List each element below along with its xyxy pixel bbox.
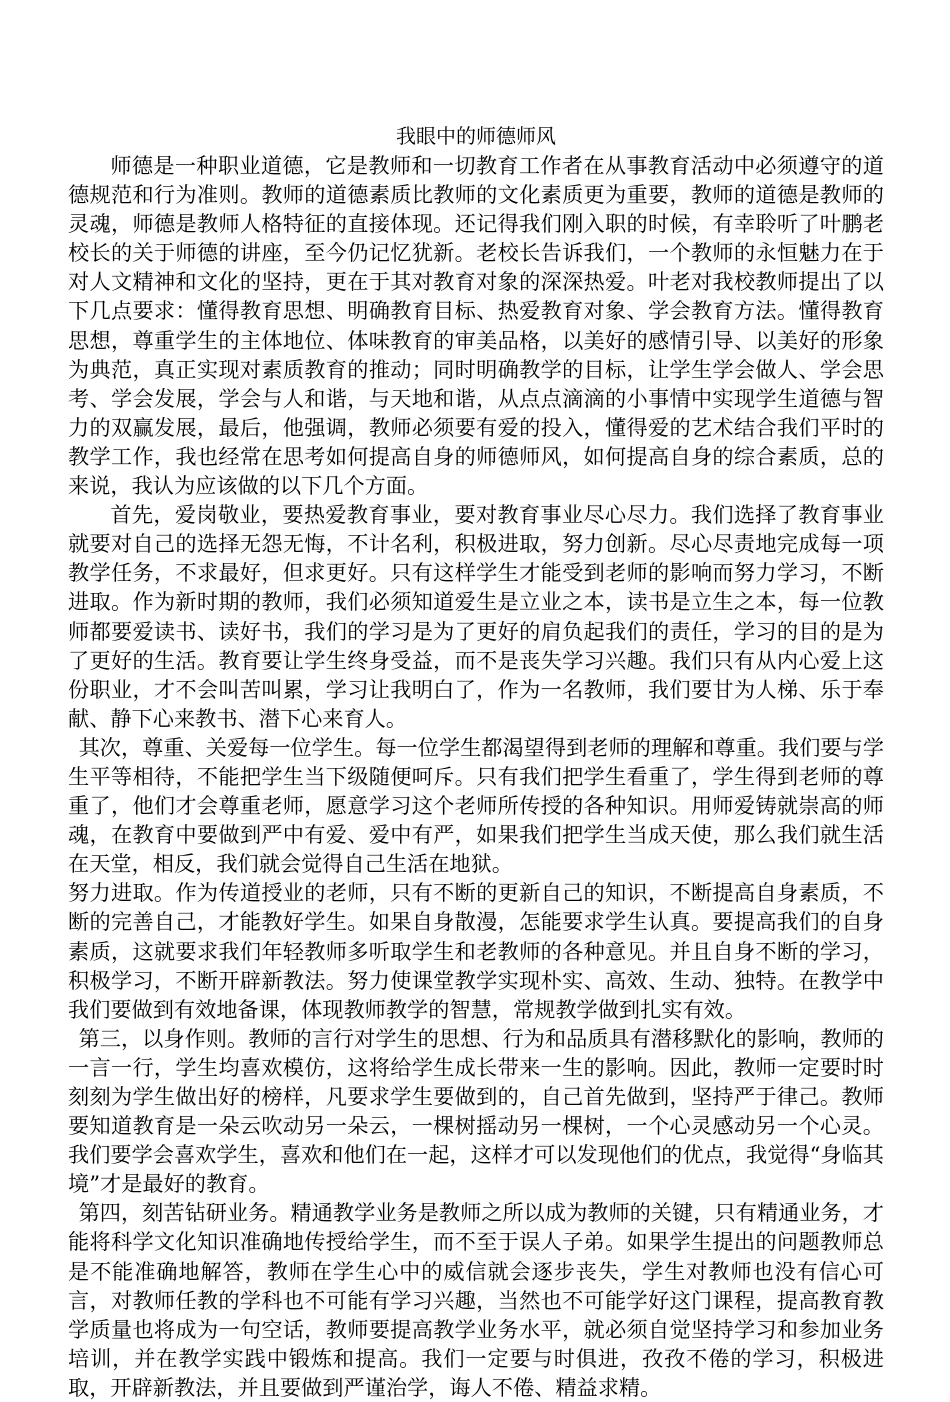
paragraph-first-point: 首先，爱岗敬业，要热爱教育事业，要对教育事业尽心尽力。我们选择了教育事业就要对自己的选择无怨无悔，不计名利，积极进取，努力创新。尽心尽责地完成每一项教学任务，不求最好，但求更好。只有这样学生才能受到老师的影响而努力学习，不断进取。作为新时期的教师，我们必须知道爱生是立业之本，读书是立生之本，每一位教师都要爱读书、读好书，我们的学习是为了更好的肩负起我们的责任，学习的目的是为了更好的生活。教育要让学生终身受益，而不是丧失学习兴趣。我们只有从内心爱上这份职业，才不会叫苦叫累，学习让我明白了，作为一名教师，我们要甘为人梯、乐于奉献、静下心来教书、潜下心来育人。 [68,502,884,731]
paragraph-striving: 努力进取。作为传道授业的老师，只有不断的更新自己的知识，不断提高自身素质，不断的完善自己，才能教好学生。如果自身散漫，怎能要求学生认真。要提高我们的自身素质，这就要求我们年轻教师多听取学生和老教师的各种意见。并且自身不断的学习，积极学习，不断开辟新教法。努力使课堂教学实现朴实、高效、生动、独特。在教学中我们要做到有效地备课，体现教师教学的智慧，常规教学做到扎实有效。 [68,880,884,1022]
paragraph-fourth-point: 第四，刻苦钻研业务。精通教学业务是教师之所以成为教师的关键，只有精通业务，才能将科学文化知识准确地传授给学生，而不至于误人子弟。如果学生提出的问题教师总是不能准确地解答，教师在学生心中的威信就会逐步丧失，学生对教师也没有信心可言，对教师任教的学科也不可能有学习兴趣，当然也不可能学好这门课程，提高教育教学质量也将成为一句空话，教师要提高教学业务水平，就必须自觉坚持学习和参加业务培训，并在教学实践中锻炼和提高。我们一定要与时俱进，孜孜不倦的学习，积极进取，开辟新教法，并且要做到严谨治学，诲人不倦、精益求精。 [68,1200,884,1400]
paragraph-third-point: 第三，以身作则。教师的言行对学生的思想、行为和品质具有潜移默化的影响，教师的一言一行，学生均喜欢模仿，这将给学生成长带来一生的影响。因此，教师一定要时时刻刻为学生做出好的榜样，凡要求学生要做到的，自己首先做到，坚持严于律己。教师要知道教育是一朵云吹动另一朵云，一棵树摇动另一棵树，一个心灵感动另一个心灵。我们要学会喜欢学生，喜欢和他们在一起，这样才可以发现他们的优点，我觉得“身临其境”才是最好的教育。 [68,1025,884,1197]
document-body [68,122,884,1402]
paragraph-intro: 师德是一种职业道德，它是教师和一切教育工作者在从事教育活动中必须遵守的道德规范和行为准则。教师的道德素质比教师的文化素质更为重要，教师的道德是教师的灵魂，师德是教师人格特征的直接体现。还记得我们刚入职的时候，有幸聆听了叶鹏老校长的关于师德的讲座，至今仍记忆犹新。老校长告诉我们，一个教师的永恒魅力在于对人文精神和文化的坚持，更在于其对教育对象的深深热爱。叶老对我校教师提出了以下几点要求：懂得教育思想、明确教育目标、热爱教育对象、学会教育方法。懂得教育思想，尊重学生的主体地位、体味教育的审美品格，以美好的感情引导、以美好的形象为典范，真正实现对素质教育的推动；同时明确教学的目标，让学生学会做人、学会思考、学会发展，学会与人和谐，与天地和谐，从点点滴滴的小事情中实现学生道德与智力的双赢发展，最后，他强调，教师必须要有爱的投入，懂得爱的艺术结合我们平时的教学工作，我也经常在思考如何提高自身的师德师风，如何提高自身的综合素质，总的来说，我认为应该做的以下几个方面。 [68,153,884,499]
document-title: 我眼中的师德师风 [396,124,556,148]
paragraph-second-point: 其次，尊重、关爱每一位学生。每一位学生都渴望得到老师的理解和尊重。我们要与学生平等相待，不能把学生当下级随便呵斥。只有我们把学生看重了，学生得到老师的尊重了，他们才会尊重老师，愿意学习这个老师所传授的各种知识。用师爱铸就崇高的师魂，在教育中要做到严中有爱、爱中有严，如果我们把学生当成天使，那么我们就生活在天堂，相反，我们就会觉得自己生活在地狱。 [68,734,884,877]
